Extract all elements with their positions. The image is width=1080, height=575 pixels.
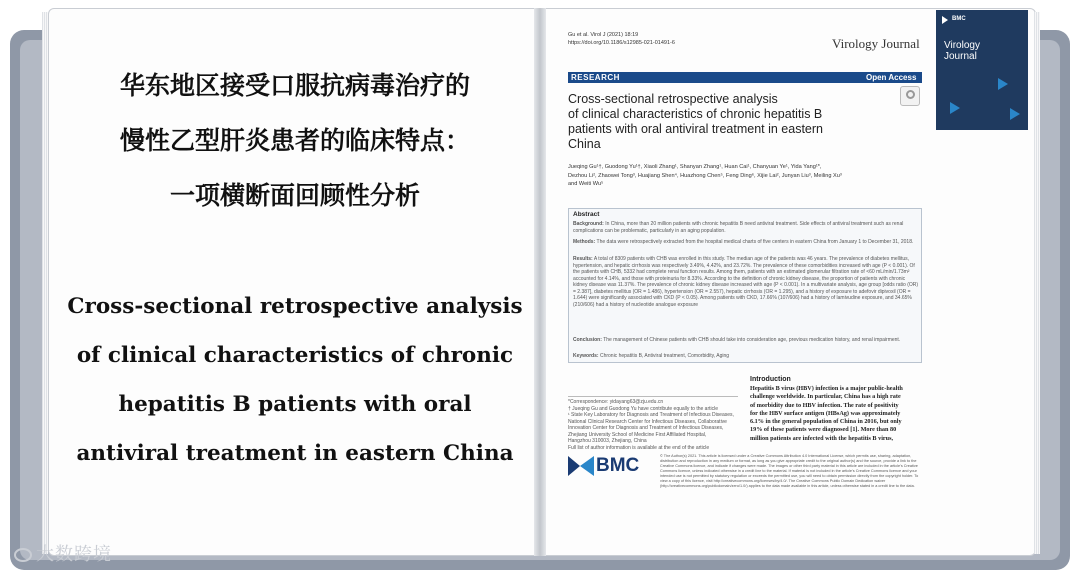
cover-title-line-1: Virology [944, 40, 980, 51]
citation-line: Gu et al. Virol J (2021) 18:19 [568, 32, 639, 38]
footnotes [568, 396, 738, 451]
bmc-logo-icon [568, 456, 594, 476]
watermark-text: 大数跨境 [36, 544, 112, 565]
abstract-methods-text: The data were retrospectively extracted from the hospital medical charts of five centers in eastern China from January 1 to December 31, 2018. [596, 239, 914, 245]
cover-publisher: BMC [952, 16, 966, 22]
footnote-line-6: Zhejiang University School of Medicine First Affiliated Hospital, [568, 431, 707, 438]
abstract-keywords-text: Chronic hepatitis B, Antiviral treatment, Comorbidity, Aging [599, 353, 730, 359]
abstract-box [568, 208, 922, 363]
abstract-results-label: Results: [573, 256, 593, 262]
zh-title-line-2: 慢性乙型肝炎患者的临床特点： [119, 126, 470, 155]
left-page-edge [42, 12, 48, 554]
abstract-conclusion-label: Conclusion: [573, 337, 602, 343]
journal-cover [936, 10, 1028, 130]
cover-title [944, 40, 980, 62]
article-title-line-3: patients with oral antiviral treatment in eastern [568, 122, 823, 136]
zh-title-line-3: 一项横断面回顾性分析 [169, 181, 420, 210]
abstract-keywords-label: Keywords: [573, 353, 599, 359]
abstract-background-label: Background: [573, 221, 604, 227]
abstract-results-text: A total of 8309 patients with CHB was enrolled in this study. The median age of the patients was 46 years. The prevalence of diabetes mellitus, hypertension, and hepatic cirrhosis was respectively 3.49%, 4.42%, and 23.72%. The prevalence of these comorbidities increased with age (P < 0.001). Of the patients with CHB, 5332 had complete renal function results. Among them, patients with an estimated glomerular filtration rate of <60 mL/min/1.73m² accounted for 4.14%, and those with proteinuria for 8.33%. According to the definition of chronic kidney disease, the proportion of patients with chronic kidney disease was 11.37%. The prevalence of chronic kidney disease increased with age (P < 0.001). In a multivariate analysis, age group [odds ratio (OR) = 2.387], diabetes mellitus (OR = 1.486), hypertension (OR = 2.557), hepatic cirrhosis (OR = 1.295), and a history of exposure to adefovir dipivoxil (OR = 1.644) were significantly associated with CKD (P < 0.05). Among patients with CKD, 17.66% (107/606) had a history of lamivudine exposure, and 34.65% (210/606) had a history of nucleotide analogue exposure [573, 256, 919, 308]
en-title-line-4: antiviral treatment in eastern China [76, 441, 514, 466]
abstract-methods [573, 239, 919, 246]
right-page-edge [1034, 12, 1040, 554]
abstract-background [573, 221, 919, 234]
watermark [14, 540, 112, 566]
footnote-line-1: *Correspondence: yidayang63@zju.edu.cn [568, 399, 664, 405]
abstract-methods-label: Methods: [573, 239, 596, 245]
bmc-logo-text: BMC [596, 455, 640, 476]
article-title-line-4: China [568, 137, 601, 151]
footnote-line-8: Full list of author information is available at the end of the article [568, 444, 710, 451]
author-list [568, 163, 924, 189]
abstract-conclusion [573, 337, 919, 344]
cover-art [936, 10, 1028, 130]
cover-title-line-2: Journal [944, 51, 977, 62]
intro-line-1: Hepatitis B virus (HBV) infection is a major public-health [750, 385, 903, 392]
authors-line-1: Jueqing Gu¹†, Guodong Yu¹†, Xiaoli Zhang¹, Shanyan Zhang¹, Huan Cai¹, Chanyuan Ye¹, Yida Yang¹*, [568, 164, 822, 170]
abstract-results [573, 256, 919, 308]
authors-line-3: and Weiti Wu⁵ [568, 181, 604, 187]
en-title-line-1: Cross-sectional retrospective analysis [67, 294, 523, 319]
zh-title-line-1: 华东地区接受口服抗病毒治疗的 [119, 71, 470, 100]
book-spine [534, 8, 546, 556]
authors-line-2: Dezhou Li², Zhaowei Tong³, Huajiang Shen⁴, Huazhong Chen⁵, Feng Ding⁶, Xijie Lai², Junyan Liu³, Meiling Xu³ [568, 172, 842, 179]
bmc-logo [568, 455, 640, 477]
watermark-logo-icon [14, 548, 32, 562]
abstract-conclusion-text: The management of Chinese patients with CHB should take into consideration age, previous medication history, and renal impairment. [603, 337, 901, 343]
research-label: RESEARCH [571, 73, 620, 82]
license-text: © The Author(s) 2021. This article is licensed under a Creative Commons Attribution 4.0 International License, which permits use, sharing, adaptation, distribution and reproduction in any medium or format, as long as you give appropriate credit to the original author(s) and the source, provide a link to the Creative Commons licence, and indicate if changes were made. The images or other third party material in this article are included in the article's Creative Commons licence, unless indicated otherwise in a credit line to the material. If material is not included in the article's Creative Commons licence and your intended use is not permitted by statutory regulation or exceeds the permitted use, you will need to obtain permission directly from the copyright holder. To view a copy of this licence, visit http://creativecommons.org/licenses/by/4.0/. The Creative Commons Public Domain Dedication waiver (http://creativecommons.org/publicdomain/zero/1.0/) applies to the data made available in this article, unless otherwise stated in a credit line to the data. [660, 454, 919, 488]
footnote-line-3: ¹ State Key Laboratory for Diagnosis and Treatment of Infectious Diseases, [568, 412, 734, 418]
abstract-background-text: In China, more than 20 million patients with chronic hepatitis B need antiviral treatment. Side effects of antiviral treatment such as renal complications can be problematic, particularly in an aging population. [573, 221, 904, 234]
introduction-heading: Introduction [750, 376, 791, 383]
en-title-line-3: hepatitis B patients with oral [118, 392, 472, 417]
footnote-line-7: Hangzhou 310003, Zhejiang, China [568, 438, 647, 444]
footnote-line-2: † Jueqing Gu and Guodong Yu have contribute equally to the article [568, 405, 719, 412]
intro-line-5: 6.1% in the general population of China in 2016, but only [750, 418, 902, 426]
footnote-line-4: National Clinical Research Center for Infectious Diseases, Collaborative [568, 418, 727, 425]
intro-line-3: of morbidity due to HBV infection. The rate of positivity [750, 401, 899, 409]
journal-name: Virology Journal [832, 36, 920, 51]
introduction-text [750, 385, 930, 443]
article-title-line-1: Cross-sectional retrospective analysis [568, 92, 778, 106]
intro-line-2: challenge worldwide. In particular, China has a high rate [750, 393, 901, 401]
article-title [568, 92, 898, 152]
abstract-heading: Abstract [573, 211, 600, 218]
abstract-keywords [573, 353, 919, 360]
intro-line-4: for the HBV surface antigen (HBsAg) was approximately [750, 409, 901, 417]
footnote-line-5: Innovation Center for Diagnosis and Treatment of Infectious Diseases, [568, 425, 724, 431]
article-title-line-2: of clinical characteristics of chronic hepatitis B [568, 107, 823, 121]
en-title-line-2: of clinical characteristics of chronic [76, 343, 514, 368]
doi-link[interactable]: https://doi.org/10.1186/s12985-021-01491-6 [568, 40, 675, 46]
intro-line-7: million patients are infected with the hepatitis B virus, [750, 434, 894, 442]
check-updates-icon[interactable] [900, 86, 920, 106]
intro-line-6: 19% of these patients were diagnosed [1]. More than 80 [750, 426, 897, 434]
open-access-label: Open Access [866, 73, 917, 82]
